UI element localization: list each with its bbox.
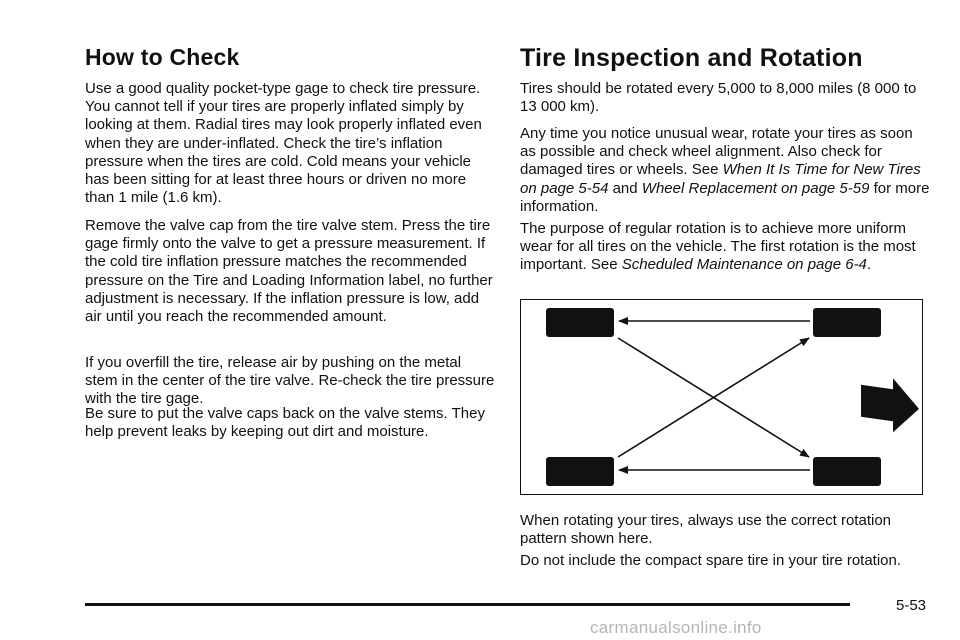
vehicle-direction-arrow-icon [861,374,919,436]
text: Any time you notice unusual wear, rotate your tires as soon as possible and check wheel alignment. Also check for damaged tires or wheels. See [520,125,913,179]
paragraph-rotation-purpose [520,220,932,275]
tire-rotation-diagram [520,299,923,495]
paragraph-rotation-interval: Tires should be rotated every 5,000 to 8,000 miles (8 000 to 13 000 km). [520,80,917,116]
page-number: 5-53 [896,597,927,614]
cross-reference-scheduled-maintenance-link[interactable]: Scheduled Maintenance on page 6-4 [621,256,867,274]
section-heading-tire-rotation: Tire Inspection and Rotation [520,44,863,72]
text: and [608,179,642,197]
text: The purpose of regular rotation is to achieve more uniform wear for all tires on the vehicle. The first rotation is the most important. See [520,220,916,274]
rotation-pattern-illustration [521,300,924,496]
cross-reference-new-tires-link[interactable]: When It Is Time for New Tires on page 5-54 [520,161,921,197]
front-left-tire-icon [546,308,614,337]
section-heading-how-to-check: How to Check [85,44,240,70]
watermark-text: carmanualsonline.info [590,618,762,637]
paragraph-compact-spare: Do not include the compact spare tire in your tire rotation. [520,552,902,569]
paragraph-overfill: If you overfill the tire, release air by pushing on the metal stem in the center of the tire valve. Re-check the tire pressure with the tire gage. [85,354,495,408]
footer-divider [85,603,850,606]
text: . [866,256,872,274]
paragraph-unusual-wear [520,125,932,216]
paragraph-valve-measurement: Remove the valve cap from the tire valve stem. Press the tire gage firmly onto the valve to get a pressure measurement. If the cold tire inflation pressure matches the recommended pressure on the Tire and Loading Information label, no further adjustment is necessary. If the inflation pressure is low, add air until you reach the recommended amount. [85,217,493,326]
cross-reference-wheel-replacement-link[interactable]: Wheel Replacement on page 5-59 [641,179,870,197]
rear-left-tire-icon [546,457,614,486]
text: for more information. [520,179,930,215]
rear-right-tire-icon [813,457,881,486]
paragraph-gage-instructions: Use a good quality pocket-type gage to check tire pressure. You cannot tell if your tires are properly inflated simply by looking at them. Radial tires may look properly inflated even when they are under-inflated. Check the tire’s inflation pressure when the tires are cold. Cold means your vehicle has been sitting for at least three hours or driven no more than 1 mile (1.6 km). [85,80,482,207]
paragraph-valve-caps: Be sure to put the valve caps back on the valve stems. They help prevent leaks by keeping out dirt and moisture. [85,405,485,441]
front-right-tire-icon [813,308,881,337]
paragraph-rotation-pattern: When rotating your tires, always use the correct rotation pattern shown here. [520,512,892,548]
